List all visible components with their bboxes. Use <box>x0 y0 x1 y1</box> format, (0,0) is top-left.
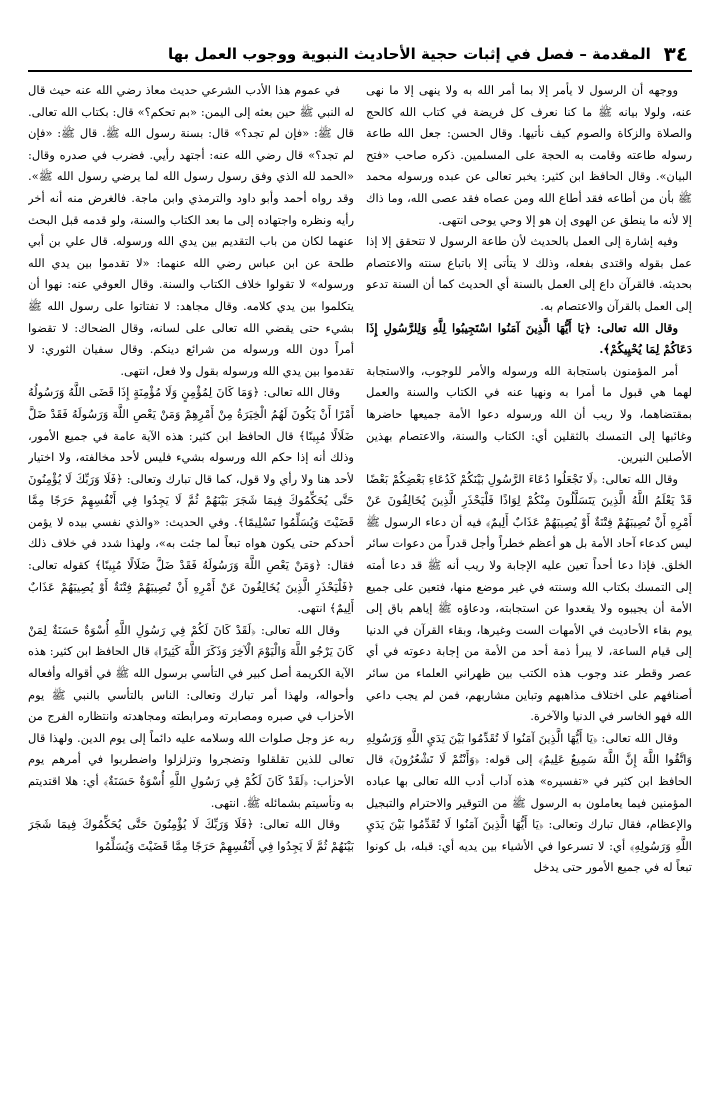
paragraph: وقال الله تعالى: ﴿وَمَا كَانَ لِمُؤْمِنٍ وَلَا مُؤْمِنَةٍ إِذَا قَضَى اللَّهُ وَرَسُولُهُ أَمْرًا أَنْ يَكُونَ لَهُمُ الْخِيَرَةُ مِنْ أَمْرِهِمْ وَمَنْ يَعْصِ اللَّهَ وَرَسُولَهُ فَقَدْ ضَلَّ ضَلَالًا مُبِينًا﴾ قال الحافظ ابن كثير: هذه الآية عامة في جميع الأمور، وذلك أنه إذا حكم الله ورسوله بشيء فليس لأحد مخالفته، ولا اختيار لأحد هنا ولا رأي ولا قول، كما قال تبارك وتعالى: ﴿فَلَا وَرَبِّكَ لَا يُؤْمِنُونَ حَتَّى يُحَكِّمُوكَ فِيمَا شَجَرَ بَيْنَهُمْ ثُمَّ لَا يَجِدُوا فِي أَنْفُسِهِمْ حَرَجًا مِمَّا قَضَيْتَ وَيُسَلِّمُوا تَسْلِيمًا﴾. وفي الحديث: «والذي نفسي بيده لا يؤمن أحدكم حتى يكون هواه تبعاً لما جئت به»، ولهذا شدد في خلاف ذلك فقال: ﴿وَمَنْ يَعْصِ اللَّهَ وَرَسُولَهُ فَقَدْ ضَلَّ ضَلَالًا مُبِينًا﴾ كقوله تعالى: ﴿فَلْيَحْذَرِ الَّذِينَ يُخَالِفُونَ عَنْ أَمْرِهِ أَنْ تُصِيبَهُمْ فِتْنَةٌ أَوْ يُصِيبَهُمْ عَذَابٌ أَلِيمٌ﴾ انتهى. <box>28 385 354 616</box>
paragraph: وقال الله تعالى: ﴿لَقَدْ كَانَ لَكُمْ فِي رَسُولِ اللَّهِ أُسْوَةٌ حَسَنَةٌ لِمَنْ كَانَ يَرْجُو اللَّهَ وَالْيَوْمَ الْآخِرَ وَذَكَرَ اللَّهَ كَثِيرًا﴾ قال الحافظ ابن كثير: هذه الآية الكريمة أصل كبير في التأسي برسول الله ﷺ في أقواله وأفعاله وأحواله، ولهذا أمر تبارك وتعالى: الناس بالتأسي بالنبي ﷺ يوم الأحزاب في صبره ومصابرته ومرابطته ومجاهدته وانتظاره الفرج من ربه عز وجل صلوات الله وسلامه عليه دائماً إلى يوم الدين. ولهذا قال تعالى للذين تقلقلوا وتضجروا وتزلزلوا واضطربوا في أمرهم يوم الأحزاب: ﴿لَقَدْ كَانَ لَكُمْ فِي رَسُولِ اللَّهِ أُسْوَةٌ حَسَنَةٌ﴾ أي: هلا اقتديتم به وتأسيتم بشمائله ﷺ. انتهى. <box>28 622 354 810</box>
running-title: المقدمة – فصل في إثبات حجية الأحاديث النبوية ووجوب العمل بها <box>168 45 651 63</box>
paragraph: وفيه إشارة إلى العمل بالحديث لأن طاعة الرسول لا تتحقق إلا إذا عمل بقوله واقتدى بفعله، وذلك لا يتأتى إلا باتباع سنته والاعتصام بحديثه. فالقرآن داع إلى العمل بالسنة أي الحديث كما أن السنة تدعو إلى العمل بالقرآن والاعتصام به. <box>366 234 692 313</box>
page-number: ٣٤ <box>663 42 688 66</box>
page-header <box>28 38 692 72</box>
paragraph: وقال الله تعالى: ﴿لَا تَجْعَلُوا دُعَاءَ الرَّسُولِ بَيْنَكُمْ كَدُعَاءِ بَعْضِكُمْ بَعْضًا قَدْ يَعْلَمُ اللَّهُ الَّذِينَ يَتَسَلَّلُونَ مِنْكُمْ لِوَاذًا فَلْيَحْذَرِ الَّذِينَ يُخَالِفُونَ عَنْ أَمْرِهِ أَنْ تُصِيبَهُمْ فِتْنَةٌ أَوْ يُصِيبَهُمْ عَذَابٌ أَلِيمٌ﴾ فيه أن دعاء الرسول ﷺ ليس كدعاء آحاد الأمة بل هو أعظم خطراً وأجل قدراً من دعوات سائر الخلق. فإذا دعا أحداً تعين عليه الإجابة ولا ريب أنه ﷺ قد دعا أمته إلى التمسك بكتاب الله وسنته في غير موضع منها، فتعين على جميع الأمة أن يجيبوه ولا يقعدوا عن استجابته، ودعاؤه ﷺ إياهم باق إلى يوم بقاء الأحاديث في الأمهات الست وغيرها، وبقاء القرآن في الدنيا إلى قيام الساعة، لا يبرأ ذمة أحد من الأمة من إجابة دعوته في أي عصر وقطر عند وجوب هذه الكتب بين ظهراني العلماء من سائر أصنافهم على اختلاف مذاهبهم وتباين مشاربهم، فمن لم يجب داعي الله فهو الخاسر في الدنيا والآخرة. <box>366 471 692 724</box>
right-text-column <box>366 80 692 1090</box>
paragraph: وقال الله تعالى: ﴿يَا أَيُّهَا الَّذِينَ آمَنُوا لَا تُقَدِّمُوا بَيْنَ يَدَيِ اللَّهِ وَرَسُولِهِ وَاتَّقُوا اللَّهَ إِنَّ اللَّهَ سَمِيعٌ عَلِيمٌ﴾ إلى قوله: ﴿وَأَنْتُمْ لَا تَشْعُرُونَ﴾ قال الحافظ ابن كثير في «تفسيره» هذه آداب أدب الله تعالى بها عباده المؤمنين فيما يعاملون به الرسول ﷺ من التوقير والاحترام والتبجيل والإعظام، فقال تبارك وتعالى: ﴿يَا أَيُّهَا الَّذِينَ آمَنُوا لَا تُقَدِّمُوا بَيْنَ يَدَيِ اللَّهِ وَرَسُولِهِ﴾ أي: لا تسرعوا في الأشياء بين يديه أي: قبله، بل كونوا تبعاً له في جميع الأمور حتى يدخل <box>366 730 692 875</box>
paragraph: وقال الله تعالى: ﴿فَلَا وَرَبِّكَ لَا يُؤْمِنُونَ حَتَّى يُحَكِّمُوكَ فِيمَا شَجَرَ بَيْنَهُمْ ثُمَّ لَا يَجِدُوا فِي أَنْفُسِهِمْ حَرَجًا مِمَّا قَضَيْتَ وَيُسَلِّمُوا <box>28 817 354 853</box>
quran-verse-paragraph: وقال الله تعالى: ﴿يَا أَيُّهَا الَّذِينَ آمَنُوا اسْتَجِيبُوا لِلَّهِ وَلِلرَّسُولِ إِذَا دَعَاكُمْ لِمَا يُحْيِيكُمْ﴾. <box>366 320 692 357</box>
left-text-column <box>28 80 354 1090</box>
paragraph: ووجهه أن الرسول لا يأمر إلا بما أمر الله به ولا ينهى إلا ما نهى عنه، ولولا بيانه ﷺ ما كنا نعرف كل فريضة في كتاب الله كالحج والصلاة والزكاة والصوم كيف نأتيها. وقال الحسن: جعل الله طاعة رسوله طاعته وقامت به الحجة على المسلمين. ذكره صاحب «فتح البيان». وقال الحافظ ابن كثير: يخبر تعالى عن عبده ورسوله محمد ﷺ بأن من أطاعه فقد أطاع الله ومن عصاه فقد عصى الله، وما ذاك إلا لأنه ما ينطق عن الهوى إن هو إلا وحي يوحى انتهى. <box>366 83 692 227</box>
paragraph: أمر المؤمنون باستجابة الله ورسوله والأمر للوجوب، والاستجابة لهما هي قبول ما أمرا به ونهيا عنه في الكتاب والسنة والعمل بمقتضاهما، ولا ريب أن الله ورسوله دعوا الأمة جميعها حاضرها وغائبها إلى التمسك بالثقلين أي: الكتاب والسنة، والاعتصام بهذين الأصلين النيرين. <box>366 363 692 465</box>
paragraph: في عموم هذا الأدب الشرعي حديث معاذ رضي الله عنه حيث قال له النبي ﷺ حين بعثه إلى اليمن: «بم تحكم؟» قال: بكتاب الله تعالى. قال ﷺ: «فإن لم تجد؟» قال: بسنة رسول الله ﷺ. قال ﷺ: «فإن لم تجد؟» قال رضي الله عنه: أجتهد رأيي. فضرب في صدره وقال: «الحمد لله الذي وفق رسول رسول الله لما يرضي رسول الله ﷺ». وقد رواه أحمد وأبو داود والترمذي وابن ماجة. فالغرض منه أنه أخر رأيه ونظره واجتهاده إلى ما بعد الكتاب والسنة، ولو قدمه قبل البحث عنهما لكان من باب التقديم بين يدي الله ورسوله. قال علي بن أبي طلحة عن ابن عباس رضي الله عنهما: «لا تقدموا بين يدي الله ورسوله» لا تقولوا خلاف الكتاب والسنة. وقال العوفي عنه: نهوا أن يتكلموا بين يدي كلامه. وقال مجاهد: لا تفتاتوا على رسول الله ﷺ بشيء حتى يقضي الله تعالى على لسانه، وقال الضحاك: لا تقضوا أمراً دون الله ورسوله من شرائع دينكم. وقال سفيان الثوري: لا تقدموا بين يدي الله ورسوله بقول ولا فعل، انتهى. <box>28 83 354 378</box>
